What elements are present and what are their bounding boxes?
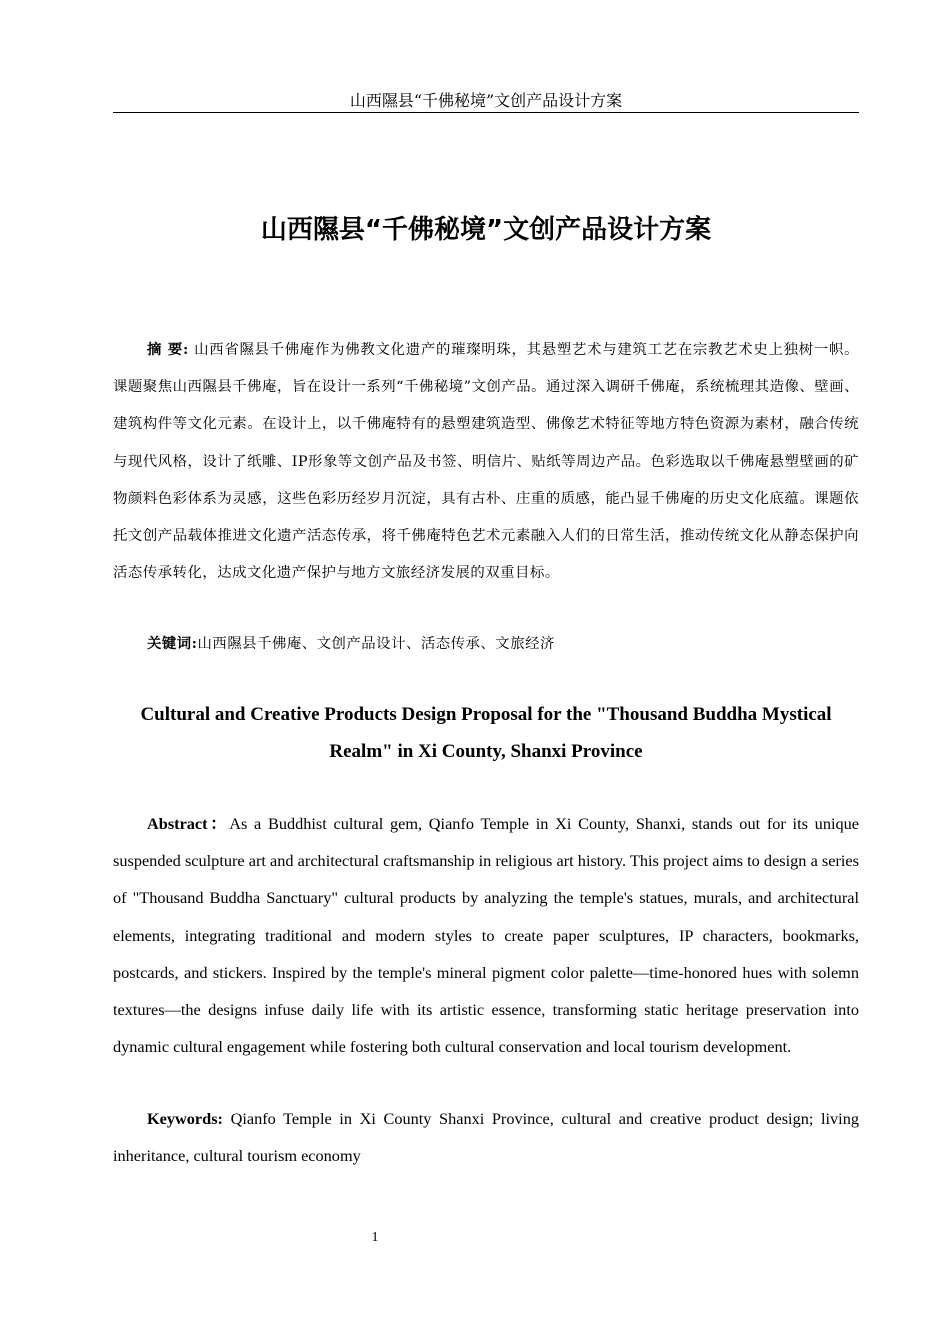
chinese-abstract-label: 摘 要: — [147, 341, 189, 358]
english-keywords-label: Keywords: — [147, 1109, 223, 1128]
page-number: 1 — [371, 1230, 379, 1245]
chinese-keywords — [113, 625, 859, 663]
running-header — [113, 90, 859, 113]
english-abstract-text: As a Buddhist cultural gem, Qianfo Temple in Xi County, Shanxi, stands out for its unique suspended sculpture art and architectural craftsmanship in religious art history. This project aims to design a series of "Thousand Buddha Sanctuary" cultural products by analyzing the temple's statues, murals, and architectural elements, integrating traditional and modern styles to create paper sculptures, IP characters, bookmarks, postcards, and stickers. Inspired by the temple's mineral pigment color palette—time-honored hues with solemn textures—the designs infuse daily life with its artistic essence, transforming static heritage preservation into dynamic cultural engagement while fostering both cultural conservation and local tourism development. — [113, 814, 859, 1057]
english-keywords — [113, 1100, 859, 1174]
chinese-keywords-text: 山西隰县千佛庵、文创产品设计、活态传承、文旅经济 — [197, 636, 555, 652]
english-title: Cultural and Creative Products Design Proposal for the "Thousand Buddha Mystical Realm" in Xi County, Shanxi Province — [140, 704, 832, 762]
chinese-abstract-text: 山西省隰县千佛庵作为佛教文化遗产的璀璨明珠，其悬塑艺术与建筑工艺在宗教艺术史上独树一帜。课题聚焦山西隰县千佛庵，旨在设计一系列“千佛秘境”文创产品。通过深入调研千佛庵，系统梳理其造像、壁画、建筑构件等文化元素。在设计上，以千佛庵特有的悬塑建筑造型、佛像艺术特征等地方特色资源为素材，融合传统与现代风格，设计了纸雕、IP形象等文创产品及书签、明信片、贴纸等周边产品。色彩选取以千佛庵悬塑壁画的矿物颜料色彩体系为灵感，这些色彩历经岁月沉淀，具有古朴、庄重的质感，能凸显千佛庵的历史文化底蕴。课题依托文创产品载体推进文化遗产活态传承，将千佛庵特色艺术元素融入人们的日常生活，推动传统文化从静态保护向活态传承转化，达成文化遗产保护与地方文旅经济发展的双重目标。 — [113, 342, 860, 582]
english-abstract — [113, 805, 859, 1065]
english-abstract-label: Abstract： — [147, 814, 230, 833]
chinese-abstract — [113, 331, 859, 592]
chinese-keywords-label: 关键词: — [147, 635, 198, 652]
chinese-title: 山西隰县“千佛秘境”文创产品设计方案 — [260, 215, 712, 245]
english-keywords-text: Qianfo Temple in Xi County Shanxi Province, cultural and creative product design; living inheritance, cultural tourism economy — [113, 1109, 859, 1166]
running-header-title: 山西隰县“千佛秘境”文创产品设计方案 — [349, 91, 623, 110]
